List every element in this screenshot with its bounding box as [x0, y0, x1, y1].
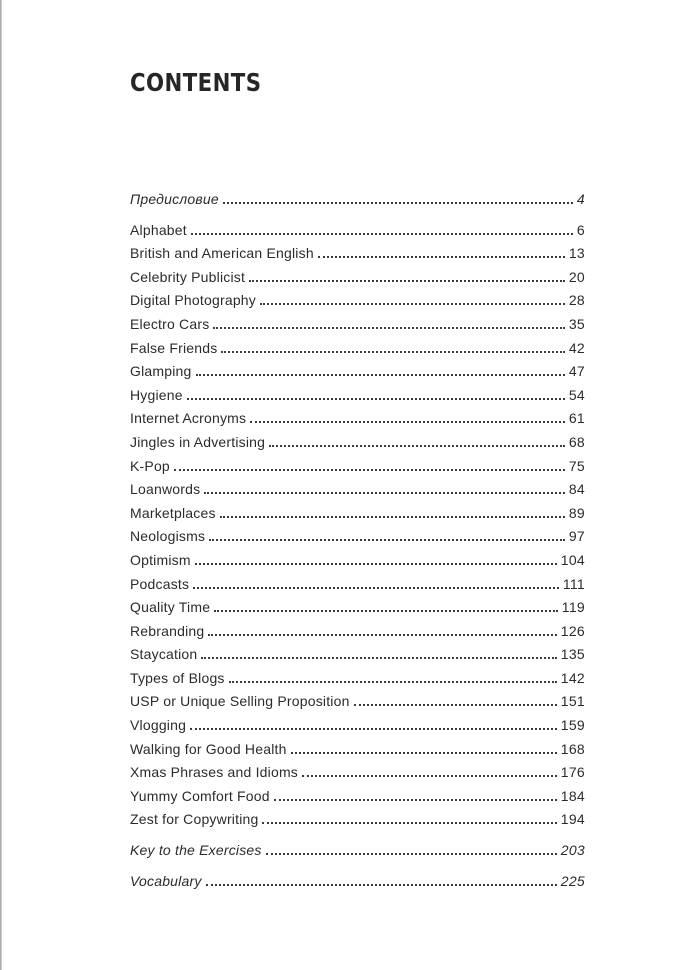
toc-entry-page: 6 — [576, 221, 585, 238]
toc-entry — [130, 788, 585, 812]
toc-entry-label: British and American English — [130, 245, 314, 262]
toc-entry-label: Optimism — [130, 551, 191, 568]
toc-entry-page: 97 — [568, 528, 585, 545]
toc-entry-page: 68 — [568, 433, 585, 450]
dot-leader — [195, 562, 557, 565]
toc-entry-page: 54 — [568, 386, 585, 403]
toc-entry — [130, 481, 585, 505]
dot-leader — [291, 751, 557, 754]
dot-leader — [354, 703, 557, 706]
toc-entry-label: Zest for Copywriting — [130, 811, 259, 828]
dot-leader — [196, 373, 565, 376]
toc-entry-label: Rebranding — [130, 622, 205, 639]
toc-entry-page: 168 — [560, 740, 585, 757]
toc-entry-label: Yummy Comfort Food — [130, 787, 270, 804]
toc-entry — [130, 505, 585, 529]
toc-entry-label: Internet Acronyms — [130, 410, 247, 427]
toc-entry-page: 35 — [568, 315, 585, 332]
dot-leader — [266, 852, 557, 855]
toc-entry-label: Jingles in Advertising — [130, 433, 266, 450]
page-title: CONTENTS — [130, 68, 262, 97]
dot-leader — [229, 680, 557, 683]
dot-leader — [204, 491, 565, 494]
dot-leader — [193, 586, 559, 589]
dot-leader — [221, 350, 564, 353]
toc-entry — [130, 552, 585, 576]
toc-entry-label: Podcasts — [130, 575, 190, 592]
toc-entry — [130, 842, 585, 866]
toc-entry — [130, 528, 585, 552]
toc-entry-label: Предисловие — [130, 191, 219, 207]
toc-entry — [130, 363, 585, 387]
toc-entry-page: 84 — [568, 481, 585, 498]
toc-entry-page: 47 — [568, 363, 585, 380]
toc-entry-page: 135 — [560, 646, 585, 663]
toc-entry-page: 111 — [562, 575, 585, 592]
dot-leader — [262, 821, 556, 824]
dot-leader — [318, 255, 565, 258]
dot-leader — [191, 232, 573, 235]
toc-entry — [130, 599, 585, 623]
toc-entry-label: Vocabulary — [130, 872, 202, 889]
toc-entry-label: False Friends — [130, 339, 218, 356]
toc-entry-page: 194 — [560, 811, 585, 828]
toc-entry-page: 159 — [560, 717, 585, 734]
dot-leader — [174, 468, 565, 471]
toc-entry-page: 42 — [568, 339, 585, 356]
toc-entry — [130, 764, 585, 788]
toc-entry — [130, 245, 585, 269]
toc-entry-page: 119 — [561, 599, 585, 616]
toc-entry-page: 142 — [560, 669, 585, 686]
toc-entry-label: Glamping — [130, 363, 192, 380]
toc-entry-label: Marketplaces — [130, 504, 216, 521]
toc-entry — [130, 693, 585, 717]
toc-entry-label: Celebrity Publicist — [130, 268, 246, 285]
toc-entry-page: 126 — [560, 622, 585, 639]
toc-entry-label: Hygiene — [130, 386, 183, 403]
toc-entry-label: Vlogging — [130, 717, 187, 734]
dot-leader — [260, 302, 565, 305]
toc-entry-label: Xmas Phrases and Idioms — [130, 764, 299, 781]
toc-entry — [130, 387, 585, 411]
toc-entry — [130, 269, 585, 293]
toc-entry-page: 176 — [560, 764, 585, 781]
toc-entry-page: 89 — [568, 504, 585, 521]
toc-entry-label: Loanwords — [130, 481, 201, 498]
dot-leader — [206, 883, 557, 886]
toc-entry-label: Types of Blogs — [130, 669, 225, 686]
dot-leader — [201, 656, 556, 659]
toc-entry — [130, 741, 585, 765]
dot-leader — [269, 444, 565, 447]
toc-entry — [130, 191, 585, 215]
dot-leader — [214, 609, 558, 612]
dot-leader — [302, 774, 557, 777]
toc-entry — [130, 623, 585, 647]
toc-list — [130, 191, 585, 896]
toc-entry — [130, 576, 585, 600]
toc-entry-page: 203 — [560, 842, 585, 859]
toc-entry-page: 4 — [576, 191, 585, 207]
toc-entry — [130, 717, 585, 741]
toc-entry — [130, 646, 585, 670]
toc-entry — [130, 292, 585, 316]
scan-edge-line — [0, 0, 2, 970]
dot-leader — [187, 397, 565, 400]
toc-entry-page: 151 — [560, 693, 585, 710]
toc-entry-label: Digital Photography — [130, 292, 256, 309]
toc-entry — [130, 222, 585, 246]
toc-entry-label: Quality Time — [130, 599, 211, 616]
dot-leader — [190, 727, 557, 730]
toc-entry-label: Key to the Exercises — [130, 842, 262, 859]
toc-entry-label: Electro Cars — [130, 315, 210, 332]
toc-entry — [130, 670, 585, 694]
toc-entry-page: 75 — [568, 457, 585, 474]
toc-entry — [130, 410, 585, 434]
toc-entry-label: K-Pop — [130, 457, 170, 474]
dot-leader — [209, 538, 565, 541]
dot-leader — [213, 326, 564, 329]
dot-leader — [223, 201, 573, 204]
toc-entry-page: 61 — [568, 410, 585, 427]
toc-entry-page: 225 — [560, 872, 585, 889]
toc-entry-label: Walking for Good Health — [130, 740, 287, 757]
dot-leader — [249, 279, 565, 282]
toc-entry — [130, 811, 585, 835]
toc-entry — [130, 873, 585, 897]
dot-leader — [220, 515, 565, 518]
toc-entry-label: Staycation — [130, 646, 198, 663]
toc-entry-label: Alphabet — [130, 221, 187, 238]
toc-entry-page: 28 — [568, 292, 585, 309]
toc-entry-page: 184 — [560, 787, 585, 804]
toc-entry-page: 20 — [568, 268, 585, 285]
toc-entry — [130, 340, 585, 364]
toc-entry-label: Neologisms — [130, 528, 206, 545]
toc-entry — [130, 434, 585, 458]
dot-leader — [208, 633, 556, 636]
dot-leader — [250, 420, 565, 423]
toc-entry-label: USP or Unique Selling Proposition — [130, 693, 350, 710]
toc-entry — [130, 316, 585, 340]
toc-entry — [130, 458, 585, 482]
dot-leader — [274, 798, 557, 801]
toc-entry-page: 13 — [568, 245, 585, 262]
toc-entry-page: 104 — [560, 551, 585, 568]
